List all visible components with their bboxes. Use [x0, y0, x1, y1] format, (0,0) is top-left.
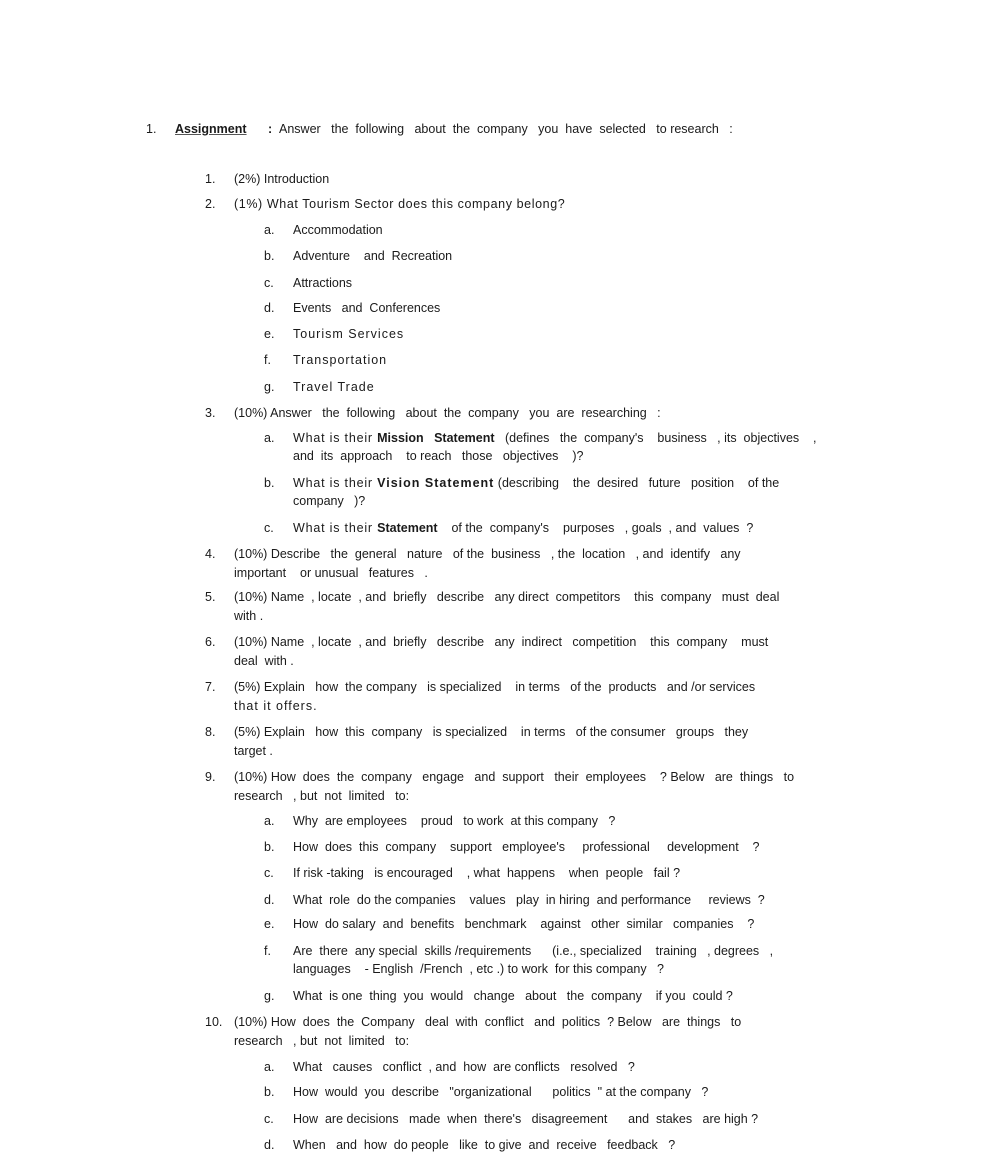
- sector-item: Travel Trade: [293, 380, 375, 394]
- emphasis-text: Mission Statement: [377, 431, 495, 445]
- list-letter: b.: [264, 1085, 275, 1099]
- list-letter: g.: [264, 380, 275, 394]
- emphasis-text: Statement: [377, 521, 438, 535]
- list-letter: f.: [264, 353, 271, 367]
- sub-question: What role do the companies values play in hiring and performance reviews ?: [293, 893, 765, 907]
- assignment-title: Assignment: [175, 122, 247, 136]
- question-lead: What is their: [293, 476, 378, 490]
- item-continuation: important or unusual features .: [234, 566, 428, 580]
- item-continuation: deal with .: [234, 654, 294, 668]
- assignment-instruction: Answer the following about the company you have selected to research :: [279, 122, 733, 136]
- item-text: (10%) Describe the general nature of the business , the location , and identify any: [234, 547, 741, 561]
- sector-item: Adventure and Recreation: [293, 249, 453, 263]
- item-text: (10%) Name , locate , and briefly describe any indirect competition this company must: [234, 635, 769, 649]
- list-letter: c.: [264, 866, 274, 880]
- item-continuation: target .: [234, 744, 273, 758]
- assignment-colon: :: [268, 122, 273, 136]
- question-rest: of the company's purposes , goals , and values ?: [437, 521, 754, 535]
- list-letter: b.: [264, 840, 275, 854]
- list-letter: a.: [264, 431, 275, 445]
- item-number: 8.: [205, 725, 216, 739]
- question-text: [293, 431, 817, 446]
- item-text: (10%) How does the Company deal with conflict and politics ? Below are things to: [234, 1015, 742, 1029]
- item-continuation: research , but not limited to:: [234, 789, 410, 803]
- question-continuation: company )?: [293, 494, 366, 508]
- item-number: 3.: [205, 406, 216, 420]
- item-number: 10.: [205, 1015, 223, 1029]
- sub-question: How are decisions made when there's disagreement and stakes are high ?: [293, 1112, 759, 1126]
- sub-question-continuation: languages - English /French , etc .) to work for this company ?: [293, 962, 664, 976]
- sub-question: How would you describe "organizational politics " at the company ?: [293, 1085, 709, 1099]
- item-number: 7.: [205, 680, 216, 694]
- list-letter: e.: [264, 327, 275, 341]
- item-text: (5%) Explain how this company is specialized in terms of the consumer groups they: [234, 725, 749, 739]
- item-text: (10%) How does the company engage and support their employees ? Below are things to: [234, 770, 795, 784]
- item-continuation: with .: [234, 609, 264, 623]
- list-letter: a.: [264, 814, 275, 828]
- item-text: (10%) Name , locate , and briefly describe any direct competitors this company must deal: [234, 590, 780, 604]
- emphasis-text: Vision Statement: [377, 476, 495, 490]
- item-continuation: that it offers.: [234, 699, 318, 713]
- sub-question: What causes conflict , and how are conflicts resolved ?: [293, 1060, 635, 1074]
- sector-item: Events and Conferences: [293, 301, 441, 315]
- sub-question: If risk -taking is encouraged , what happens when people fail ?: [293, 866, 681, 880]
- list-letter: c.: [264, 276, 274, 290]
- item-text: (10%) Answer the following about the company you are researching :: [234, 406, 661, 420]
- list-letter: a.: [264, 1060, 275, 1074]
- item-text: (5%) Explain how the company is specialized in terms of the products and /or services: [234, 680, 756, 694]
- sub-question: How does this company support employee's professional development ?: [293, 840, 760, 854]
- item-number: 5.: [205, 590, 216, 604]
- header-number: 1.: [146, 122, 157, 136]
- question-continuation: and its approach to reach those objectives )?: [293, 449, 584, 463]
- question-rest: (defines the company's business , its objectives ,: [494, 431, 817, 445]
- list-letter: c.: [264, 521, 274, 535]
- question-lead: What is their: [293, 431, 378, 445]
- question-text: [293, 476, 779, 491]
- question-text: [293, 521, 753, 536]
- sub-question: When and how do people like to give and receive feedback ?: [293, 1138, 676, 1152]
- sector-item: Accommodation: [293, 223, 383, 237]
- list-letter: d.: [264, 893, 275, 907]
- item-number: 2.: [205, 197, 216, 211]
- list-letter: g.: [264, 989, 275, 1003]
- item-number: 1.: [205, 172, 216, 186]
- list-letter: c.: [264, 1112, 274, 1126]
- list-letter: b.: [264, 476, 275, 490]
- list-letter: e.: [264, 917, 275, 931]
- question-rest: (describing the desired future position of the: [494, 476, 780, 490]
- question-lead: What is their: [293, 521, 378, 535]
- sub-question: How do salary and benefits benchmark against other similar companies ?: [293, 917, 755, 931]
- list-letter: a.: [264, 223, 275, 237]
- item-number: 9.: [205, 770, 216, 784]
- item-text: (1%) What Tourism Sector does this company belong?: [234, 197, 566, 211]
- list-letter: d.: [264, 1138, 275, 1152]
- sub-question: What is one thing you would change about the company if you could ?: [293, 989, 733, 1003]
- sector-item: Attractions: [293, 276, 353, 290]
- item-number: 6.: [205, 635, 216, 649]
- list-letter: d.: [264, 301, 275, 315]
- sector-item: Tourism Services: [293, 327, 405, 341]
- sub-question: Are there any special skills /requirements (i.e., specialized training , degrees ,: [293, 944, 774, 958]
- sector-item: Transportation: [293, 353, 388, 367]
- sub-question: Why are employees proud to work at this company ?: [293, 814, 616, 828]
- list-letter: f.: [264, 944, 271, 958]
- item-continuation: research , but not limited to:: [234, 1034, 410, 1048]
- list-letter: b.: [264, 249, 275, 263]
- item-number: 4.: [205, 547, 216, 561]
- item-text: (2%) Introduction: [234, 172, 330, 186]
